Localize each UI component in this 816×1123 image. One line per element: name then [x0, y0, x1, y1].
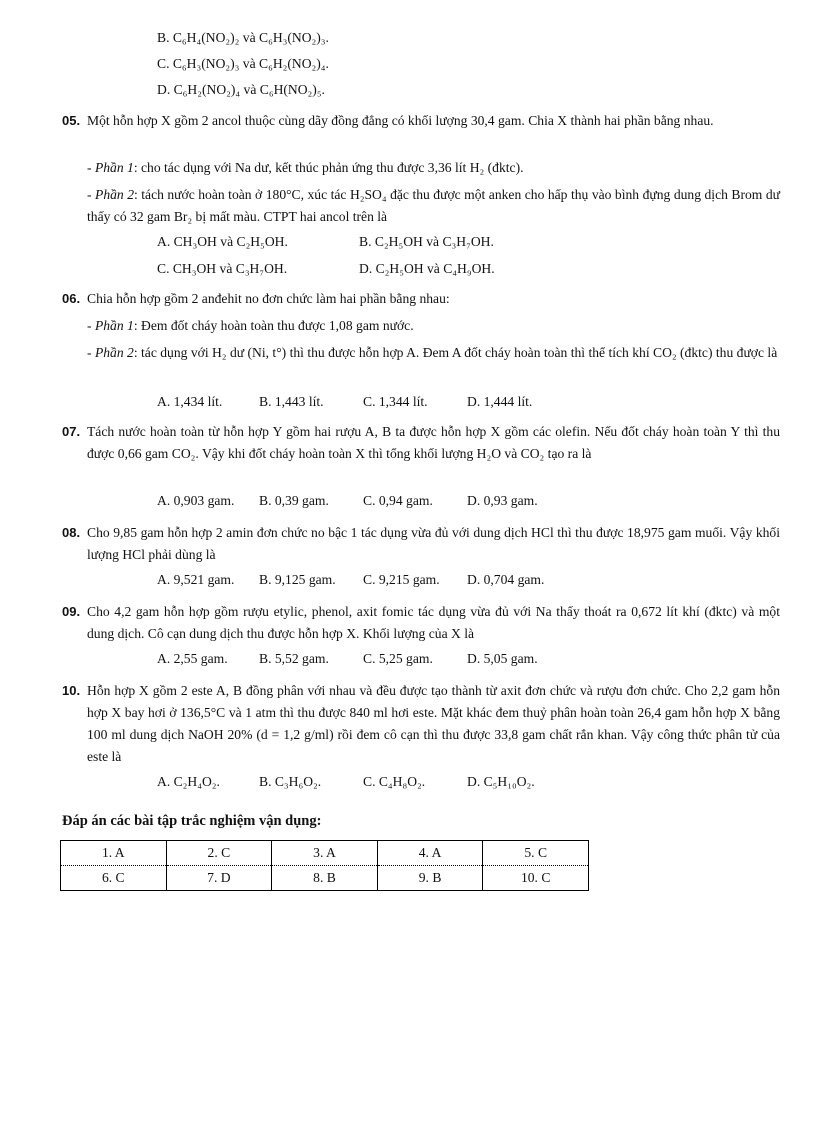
choice-a[interactable]: A. C₂H₄O₂.	[157, 774, 220, 789]
question-number: 10.	[62, 683, 81, 698]
choice-b[interactable]: B. 1,443 lít.	[259, 394, 324, 409]
choice-c[interactable]: C. 1,344 lít.	[363, 394, 428, 409]
question-number: 07.	[62, 424, 81, 439]
q10-choices	[157, 771, 535, 793]
question-stem: Hỗn hợp X gồm 2 este A, B đồng phân với nhau và đều được tạo thành từ axit đơn chức và rượu đơn chức. Cho 2,2 gam hỗn hợp X bay hơi ở 136,5°C và 1 atm thì thu được 840 ml hơi este. Mặt khác đem thuỷ phân hoàn toàn 26,4 gam hỗn hợp X bằng 100 ml dung dịch NaOH 20% (d = 1,2 g/ml) rồi đem cô cạn thì thu được 33,8 gam chất rắn khan. Vậy công thức phân tử của este là	[87, 683, 780, 764]
q06-part1: - Phần 1: Đem đốt cháy hoàn toàn thu được 1,08 gam nước.	[87, 318, 414, 333]
part-label: Phần 2	[95, 187, 134, 202]
prev-option-b: B. C₆H₄(NO₂)₂ và C₆H₃(NO₂)₃.	[157, 30, 329, 45]
prev-option-d: D. C₆H₂(NO₂)₄ và C₆H(NO₂)₅.	[157, 82, 325, 97]
question-05	[62, 110, 780, 132]
part-text: : tách nước hoàn toàn ở 180°C, xúc tác H₂SO₄ đặc thu được một anken cho hấp thụ vào bình đựng dung dịch Brom dư thấy có 32 gam Br₂ bị mất màu. CTPT hai ancol trên là	[87, 187, 780, 224]
choice-b[interactable]: B. 0,39 gam.	[259, 493, 329, 508]
choice-a[interactable]: A. 1,434 lít.	[157, 394, 223, 409]
table-row	[61, 841, 589, 866]
prev-option-c: C. C₆H₃(NO₂)₃ và C₆H₂(NO₂)₄.	[157, 56, 329, 71]
part-text: : tác dụng với H₂ dư (Ni, t°) thì thu được hỗn hợp A. Đem A đốt cháy hoàn toàn thì thể tích khí CO₂ (đktc) thu được là	[133, 345, 778, 360]
answer-cell: 1. A	[61, 841, 167, 866]
choice-d[interactable]: D. C₂H₅OH và C₄H₉OH.	[359, 261, 495, 276]
choice-a[interactable]: A. 0,903 gam.	[157, 493, 235, 508]
question-09	[62, 601, 780, 645]
part-label: Phần 1	[94, 160, 134, 175]
q07-choices	[157, 490, 538, 512]
choice-d[interactable]: D. 0,704 gam.	[467, 572, 545, 587]
q05-part1: - Phần 1: cho tác dụng với Na dư, kết thúc phản ứng thu được 3,36 lít H₂ (đktc).	[87, 160, 524, 175]
answer-cell: 2. C	[166, 841, 272, 866]
question-stem: Chia hỗn hợp gồm 2 anđehit no đơn chức làm hai phần bằng nhau:	[87, 291, 450, 306]
answer-cell: 4. A	[377, 841, 483, 866]
choice-c[interactable]: C. 0,94 gam.	[363, 493, 433, 508]
q05-part2: - Phần 2: tách nước hoàn toàn ở 180°C, xúc tác H₂SO₄ đặc thu được một anken cho hấp thụ vào bình đựng dung dịch Brom dư thấy có 32 gam Br₂ bị mất màu. CTPT hai ancol trên là	[87, 187, 780, 224]
choice-c[interactable]: C. C₄H₈O₂.	[363, 774, 426, 789]
choice-b[interactable]: B. 9,125 gam.	[259, 572, 336, 587]
table-row	[61, 866, 589, 891]
choice-d[interactable]: D. 0,93 gam.	[467, 493, 538, 508]
question-number: 06.	[62, 291, 81, 306]
question-10	[62, 680, 780, 768]
choice-c[interactable]: C. CH₃OH và C₃H₇OH.	[157, 261, 288, 276]
question-stem: Cho 9,85 gam hỗn hợp 2 amin đơn chức no bậc 1 tác dụng vừa đủ với dung dịch HCl thì thu được 18,975 gam muối. Vậy khối lượng HCl phải dùng là	[87, 525, 780, 562]
part-text: : cho tác dụng với Na dư, kết thúc phản ứng thu được 3,36 lít H₂ (đktc).	[133, 160, 524, 175]
question-number: 05.	[62, 113, 81, 128]
q05-choices-row1	[157, 231, 494, 253]
answers-table	[60, 840, 589, 891]
choice-a[interactable]: A. 9,521 gam.	[157, 572, 235, 587]
choice-c[interactable]: C. 5,25 gam.	[363, 651, 433, 666]
part-label: Phần 2	[94, 345, 134, 360]
choice-a[interactable]: A. 2,55 gam.	[157, 651, 228, 666]
answers-title: Đáp án các bài tập trắc nghiệm vận dụng:	[62, 813, 322, 829]
question-number: 09.	[62, 604, 81, 619]
q06-part2: - Phần 2: tác dụng với H₂ dư (Ni, t°) thì thu được hỗn hợp A. Đem A đốt cháy hoàn toàn thì thể tích khí CO₂ (đktc) thu được là	[87, 345, 778, 360]
answer-cell: 9. B	[377, 866, 483, 891]
question-stem: Tách nước hoàn toàn từ hỗn hợp Y gồm hai rượu A, B ta được hỗn hợp X gồm các olefin. Nếu đốt cháy hoàn toàn Y thì thu được 0,66 gam CO₂. Vậy khi đốt cháy hoàn toàn X thì tổng khối lượng H₂O và CO₂ tạo ra là	[87, 424, 780, 461]
choice-b[interactable]: B. 5,52 gam.	[259, 651, 329, 666]
question-number: 08.	[62, 525, 81, 540]
question-07	[62, 421, 780, 465]
choice-c[interactable]: C. 9,215 gam.	[363, 572, 440, 587]
answer-cell: 3. A	[272, 841, 378, 866]
q08-choices	[157, 569, 544, 591]
part-label: Phần 1	[94, 318, 134, 333]
choice-a[interactable]: A. CH₃OH và C₂H₅OH.	[157, 234, 288, 249]
answer-cell: 5. C	[483, 841, 589, 866]
question-06	[62, 288, 780, 310]
question-stem: Một hỗn hợp X gồm 2 ancol thuộc cùng dãy đồng đẳng có khối lượng 30,4 gam. Chia X thành hai phần bằng nhau.	[87, 113, 714, 128]
question-08	[62, 522, 780, 566]
q06-choices	[157, 391, 532, 413]
q09-choices	[157, 648, 538, 670]
part-text: : Đem đốt cháy hoàn toàn thu được 1,08 gam nước.	[133, 318, 414, 333]
answer-cell: 10. C	[483, 866, 589, 891]
answer-cell: 6. C	[61, 866, 167, 891]
question-stem: Cho 4,2 gam hỗn hợp gồm rượu etylic, phenol, axit fomic tác dụng vừa đủ với Na thấy thoát ra 0,672 lít khí (đktc) và một dung dịch. Cô cạn dung dịch thu được hỗn hợp X. Khối lượng của X là	[87, 604, 780, 641]
q05-choices-row2	[157, 258, 495, 280]
choice-d[interactable]: D. 1,444 lít.	[467, 394, 533, 409]
answer-cell: 8. B	[272, 866, 378, 891]
choice-d[interactable]: D. 5,05 gam.	[467, 651, 538, 666]
choice-d[interactable]: D. C₅H₁₀O₂.	[467, 774, 535, 789]
answer-cell: 7. D	[166, 866, 272, 891]
choice-b[interactable]: B. C₃H₆O₂.	[259, 774, 322, 789]
choice-b[interactable]: B. C₂H₅OH và C₃H₇OH.	[359, 234, 494, 249]
